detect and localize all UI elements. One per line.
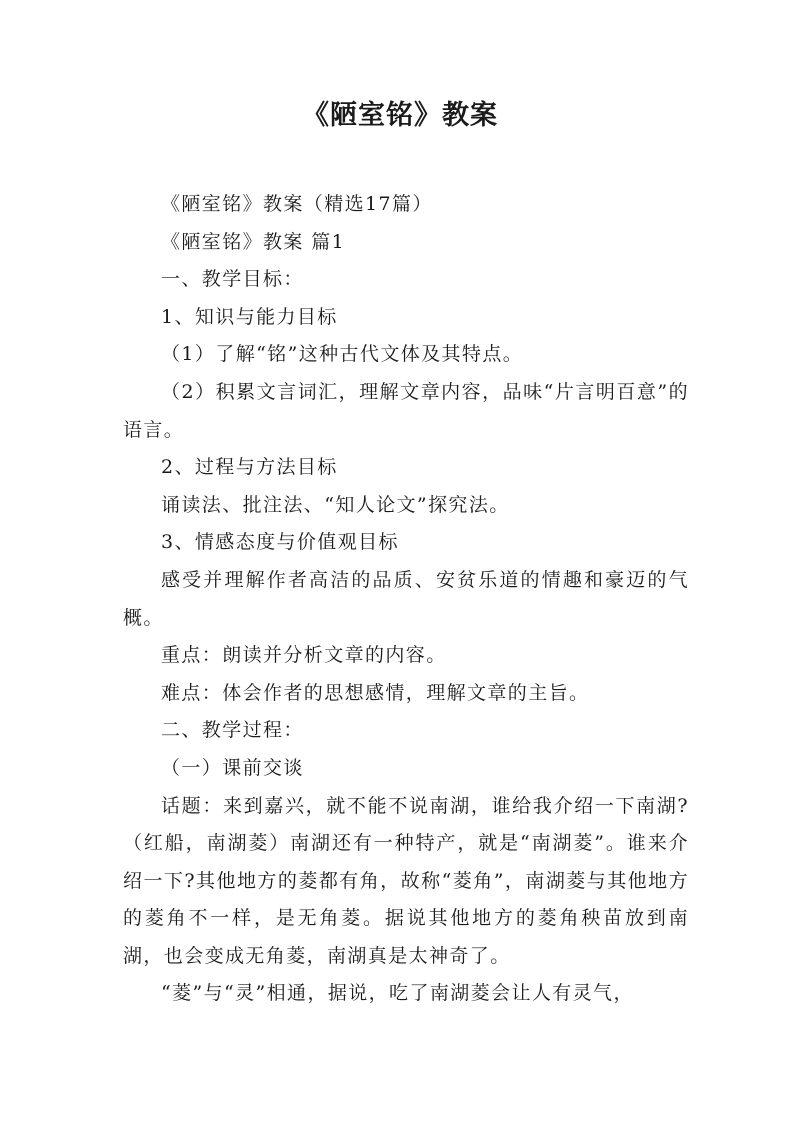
section-heading: 二、教学过程： [161, 719, 304, 742]
document-title: 《陋室铭》教案 [302, 100, 498, 131]
paragraph: 《陋室铭》教案（精选17篇） [161, 193, 433, 215]
paragraph: 难点：体会作者的思想感情，理解文章的主旨。 [161, 681, 590, 704]
section-heading: 一、教学目标： [161, 268, 304, 291]
paragraph: （2）积累文言词汇，理解文章内容，品味“片言明百意”的语言。 [123, 380, 689, 441]
paragraph: “菱”与“灵”相通，据说，吃了南湖菱会让人有灵气， [161, 982, 634, 1005]
document-body [123, 186, 689, 1013]
paragraph: 2、过程与方法目标 [161, 456, 338, 479]
paragraph: 话题：来到嘉兴，就不能不说南湖，谁给我介绍一下南湖?（红船，南湖菱）南湖还有一种特产，就是“南湖菱”。谁来介绍一下?其他地方的菱都有角，故称“菱角”，南湖菱与其他地方的菱角不一样，是无角菱。据说其他地方的菱角秧苗放到南湖，也会变成无角菱，南湖真是太神奇了。 [123, 794, 689, 967]
paragraph: 感受并理解作者高洁的品质、安贫乐道的情趣和豪迈的气概。 [123, 568, 689, 629]
paragraph: （1）了解“铭”这种古代文体及其特点。 [161, 343, 524, 366]
paragraph: 3、情感态度与价值观目标 [161, 531, 399, 554]
paragraph: 1、知识与能力目标 [161, 305, 338, 328]
paragraph: 诵读法、批注法、“知人论文”探究法。 [161, 493, 510, 516]
paragraph: 重点：朗读并分析文章的内容。 [161, 644, 447, 667]
paragraph: 《陋室铭》教案 篇1 [161, 230, 346, 253]
paragraph: （一）课前交谈 [161, 756, 304, 779]
